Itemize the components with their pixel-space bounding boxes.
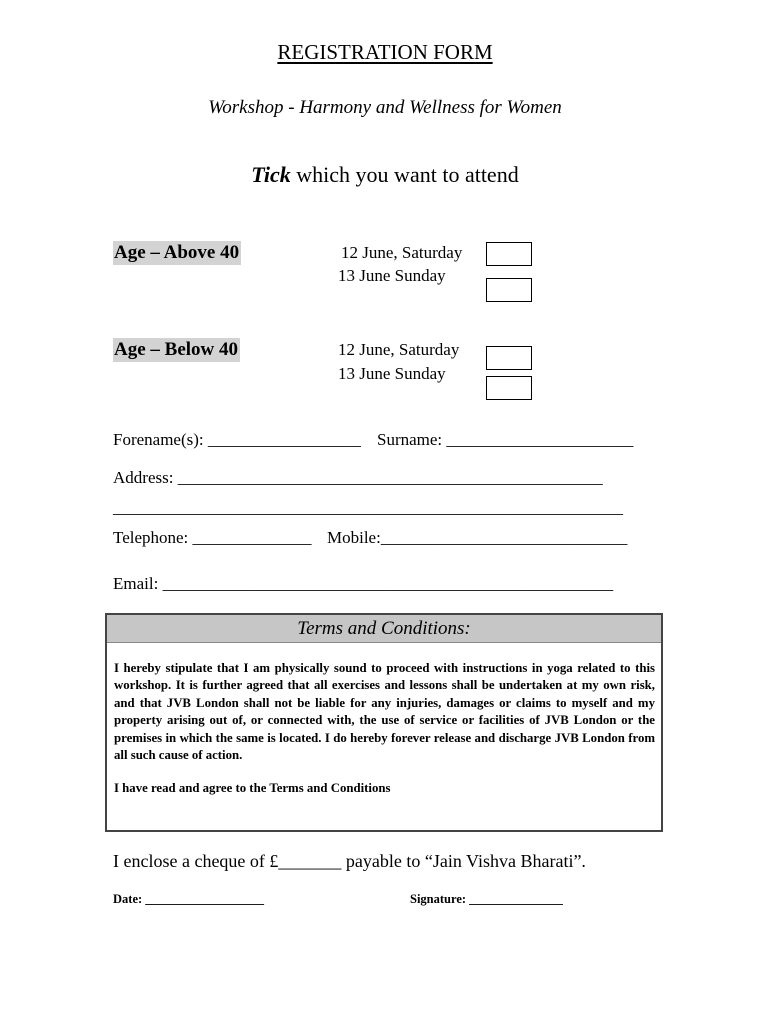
tick-rest: which you want to attend (290, 162, 519, 187)
email-field[interactable]: Email: _____________________________________________________ (113, 574, 614, 593)
above-40-date-sunday: 13 June Sunday (338, 266, 446, 285)
date-field[interactable]: Date: ___________________ (113, 892, 265, 906)
forename-field[interactable]: Forename(s): __________________ (113, 430, 361, 449)
age-below-40-label: Age – Below 40 (114, 339, 239, 360)
mobile-field[interactable]: Mobile:_____________________________ (327, 528, 628, 547)
workshop-subtitle: Workshop - Harmony and Wellness for Women (208, 97, 562, 118)
terms-box (105, 613, 663, 832)
address-field[interactable]: Address: __________________________________________________ (113, 468, 603, 487)
age-above-40-label: Age – Above 40 (114, 242, 240, 263)
below-40-saturday-checkbox[interactable] (486, 346, 532, 370)
above-40-sunday-checkbox[interactable] (486, 278, 532, 302)
terms-agree-text: I have read and agree to the Terms and Conditions (114, 781, 391, 796)
below-40-date-saturday: 12 June, Saturday (338, 340, 460, 359)
above-40-saturday-checkbox[interactable] (486, 242, 532, 266)
terms-body (107, 643, 661, 798)
terms-text: I hereby stipulate that I am physically sound to proceed with instructions in yoga related to this workshop. It is further agreed that all exercises and lessons shall be undertaken at my own risk, and that JVB London shall not be liable for any injuries, damages or claims to myself and my property arising out of, or connected with, the use of service or facilities of JVB London or the premises in which the same is located. I do hereby forever release and discharge JVB London from all such cause of action. (114, 661, 655, 763)
below-40-date-sunday: 13 June Sunday (338, 364, 446, 383)
address-line-2-field[interactable]: ____________________________________________________________ (113, 498, 623, 517)
tick-word: Tick (251, 162, 291, 187)
form-title: REGISTRATION FORM (277, 40, 493, 64)
above-40-date-saturday: 12 June, Saturday (341, 243, 463, 262)
cheque-line[interactable]: I enclose a cheque of £_______ payable to “Jain Vishva Bharati”. (113, 851, 586, 871)
tick-instruction (0, 162, 770, 188)
terms-heading: Terms and Conditions: (107, 615, 661, 643)
telephone-field[interactable]: Telephone: ______________ (113, 528, 312, 547)
signature-field[interactable]: Signature: _______________ (410, 892, 563, 906)
surname-field[interactable]: Surname: ______________________ (377, 430, 634, 449)
below-40-sunday-checkbox[interactable] (486, 376, 532, 400)
